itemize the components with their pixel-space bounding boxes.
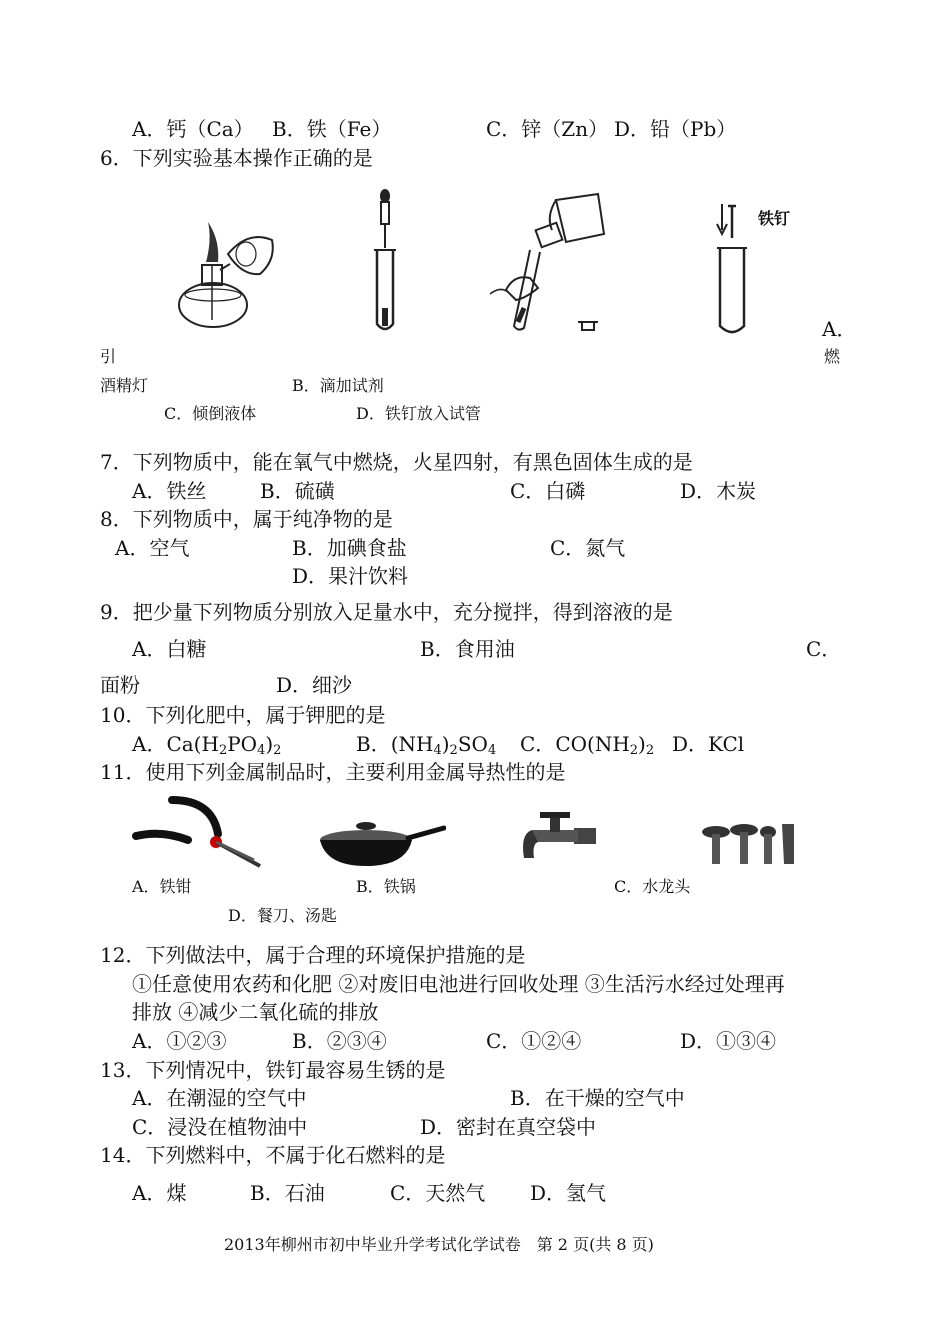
q12-option-d: D．①③④ bbox=[680, 1029, 777, 1053]
q14-stem: 14．下列燃料中，不属于化石燃料的是 bbox=[100, 1143, 446, 1167]
q8-option-c: C．氮气 bbox=[550, 536, 626, 560]
dropper-test-tube-figure bbox=[365, 188, 405, 336]
q5-option-b: B．铁（Fe） bbox=[272, 117, 392, 141]
q12-stem: 12．下列做法中，属于合理的环境保护措施的是 bbox=[100, 943, 526, 967]
q11-option-c: C．水龙头 bbox=[614, 877, 691, 896]
q5-option-d: D．铅（Pb） bbox=[614, 117, 737, 141]
q13-option-a: A．在潮湿的空气中 bbox=[132, 1086, 307, 1110]
q14-option-b: B．石油 bbox=[250, 1181, 325, 1205]
q6-option-d: D．铁钉放入试管 bbox=[356, 404, 481, 423]
q6-option-a-tail: 酒精灯 bbox=[100, 376, 149, 395]
q9-option-c-tail: 面粉 bbox=[100, 673, 140, 697]
q9-option-a: A．白糖 bbox=[132, 637, 207, 661]
page-footer: 2013年柳州市初中毕业升学考试化学试卷 第 2 页(共 8 页) bbox=[224, 1235, 654, 1254]
q14-option-c: C．天然气 bbox=[390, 1181, 486, 1205]
q5-option-a: A．钙（Ca） bbox=[132, 117, 254, 141]
q9-option-c-head: C． bbox=[806, 637, 842, 661]
q8-option-d: D．果汁饮料 bbox=[292, 564, 409, 588]
q14-option-d: D．氢气 bbox=[530, 1181, 607, 1205]
q11-option-d: D．餐刀、汤匙 bbox=[228, 906, 337, 925]
q6-option-c: C．倾倒液体 bbox=[164, 404, 257, 423]
q7-stem: 7．下列物质中，能在氧气中燃烧，火星四射，有黑色固体生成的是 bbox=[100, 450, 693, 474]
q11-stem: 11．使用下列金属制品时，主要利用金属导热性的是 bbox=[100, 760, 566, 784]
nail-test-tube-figure bbox=[712, 200, 762, 338]
q12-line-2: 排放 ④减少二氧化硫的排放 bbox=[132, 1000, 379, 1024]
q10-option-d: D．KCl bbox=[672, 732, 745, 756]
nail-label: 铁钉 bbox=[758, 209, 791, 228]
q8-option-a: A．空气 bbox=[115, 536, 190, 560]
q7-option-b: B．硫磺 bbox=[260, 479, 335, 503]
q12-line-1: ①任意使用农药和化肥 ②对废旧电池进行回收处理 ③生活污水经过处理再 bbox=[132, 972, 785, 996]
q7-option-c: C．白磷 bbox=[510, 479, 586, 503]
q10-stem: 10．下列化肥中，属于钾肥的是 bbox=[100, 703, 386, 727]
q12-option-b: B．②③④ bbox=[292, 1029, 387, 1053]
knife-spoon-figure bbox=[700, 820, 798, 866]
q9-option-b: B．食用油 bbox=[420, 637, 515, 661]
q13-stem: 13．下列情况中，铁钉最容易生锈的是 bbox=[100, 1058, 446, 1082]
alcohol-lamp-figure bbox=[168, 210, 278, 335]
q11-option-b: B．铁锅 bbox=[356, 877, 416, 896]
q9-stem: 9．把少量下列物质分别放入足量水中，充分搅拌，得到溶液的是 bbox=[100, 600, 673, 624]
pouring-liquid-figure bbox=[486, 190, 610, 335]
q9-option-d: D．细沙 bbox=[276, 673, 353, 697]
faucet-figure bbox=[518, 808, 600, 870]
q6-stem: 6．下列实验基本操作正确的是 bbox=[100, 146, 373, 170]
q14-option-a: A．煤 bbox=[132, 1181, 187, 1205]
q10-option-b: B．$(NH_4)_2SO_4$ bbox=[356, 732, 497, 758]
q7-option-a: A．铁丝 bbox=[132, 479, 207, 503]
q8-option-b: B．加碘食盐 bbox=[292, 536, 407, 560]
pliers-figure bbox=[132, 796, 264, 868]
q12-option-a: A．①②③ bbox=[132, 1029, 227, 1053]
q13-option-b: B．在干燥的空气中 bbox=[510, 1086, 685, 1110]
q13-option-d: D．密封在真空袋中 bbox=[420, 1115, 597, 1139]
q6-option-a-mid: 燃 bbox=[824, 347, 841, 366]
q5-option-c: C．锌（Zn） bbox=[486, 117, 609, 141]
wok-figure bbox=[318, 818, 446, 868]
q7-option-d: D．木炭 bbox=[680, 479, 757, 503]
q6-option-b: B．滴加试剂 bbox=[292, 376, 384, 395]
q6-option-a-prefix: 引 bbox=[100, 347, 117, 366]
q10-option-c: C．$CO(NH_2)_2$ bbox=[520, 732, 655, 758]
q13-option-c: C．浸没在植物油中 bbox=[132, 1115, 308, 1139]
q12-option-c: C．①②④ bbox=[486, 1029, 582, 1053]
q6-option-a-head: A． bbox=[822, 317, 857, 341]
q11-option-a: A．铁钳 bbox=[132, 877, 192, 896]
q8-stem: 8．下列物质中，属于纯净物的是 bbox=[100, 507, 393, 531]
q10-option-a: A．$Ca(H_2PO_4)_2$ bbox=[132, 732, 282, 758]
